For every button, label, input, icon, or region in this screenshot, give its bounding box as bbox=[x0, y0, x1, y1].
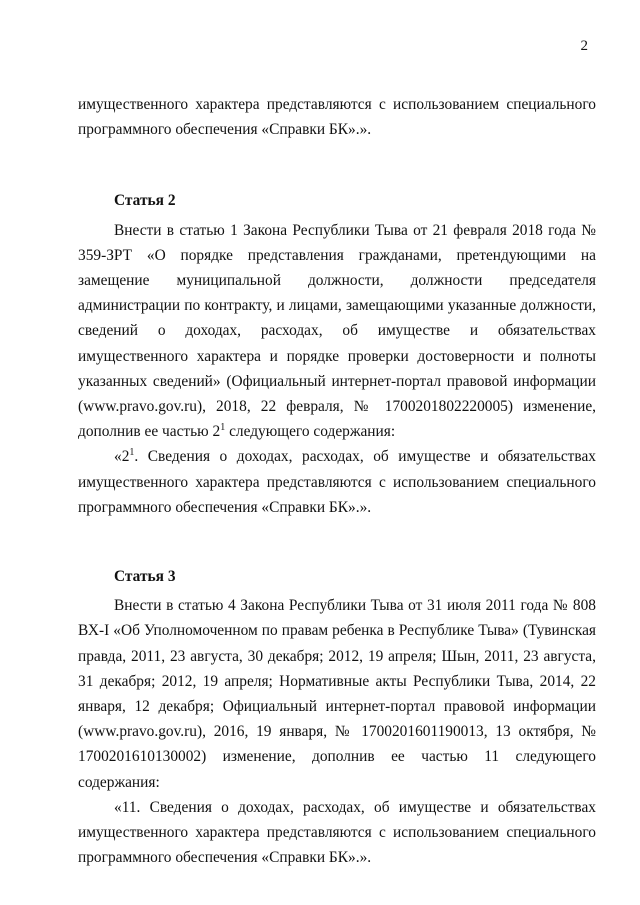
article-2-quote bbox=[78, 444, 596, 520]
article-2-body-tail: следующего содержания: bbox=[225, 423, 396, 441]
article-3-heading: Статья 3 bbox=[114, 568, 176, 586]
article-2-body bbox=[78, 218, 596, 445]
article-2-body-text: Внести в статью 1 Закона Республики Тыва от 21 февраля 2018 года № 359-ЗРТ «О порядке представления гражданами, претендующими на замещение муниципальной должности, должности председателя администрации по контракту, и лицами, замещающими указанные должности, сведений о доходах, расходах, об имуществе и обязательствах имущественного характера и порядке проверки достоверности и полноты указанных сведений» (Официальный интернет-портал правовой информации (www.pravo.gov.ru), 2018, 22 февраля, № 1700201802220005) изменение, дополнив ее частью 2 bbox=[78, 221, 596, 441]
article-2-body-superscript: 1 bbox=[220, 422, 226, 434]
article-2-quote-superscript: 1 bbox=[129, 447, 135, 459]
article-2-quote-text: . Сведения о доходах, расходах, об имуществе и обязательствах имущественного характера представляются с использованием специального программного обеспечения «Справки БК».». bbox=[78, 448, 596, 516]
article-3-body: Внести в статью 4 Закона Республики Тыва от 31 июля 2011 года № 808 ВХ-I «Об Уполномоченном по правам ребенка в Республике Тыва» (Тувинская правда, 2011, 23 августа, 30 декабря; 2012, 19 апреля; Шын, 2011, 23 августа, 31 декабря; 2012, 19 апреля; Нормативные акты Республики Тыва, 2014, 22 января, 12 декабря; Официальный интернет-портал правовой информации (www.pravo.gov.ru), 2016, 19 января, № 1700201601190013, 13 октября, № 1700201610130002) изменение, дополнив ее частью 11 следующего содержания: bbox=[78, 597, 596, 791]
article-3 bbox=[78, 564, 596, 870]
article-2 bbox=[78, 188, 596, 520]
article-2-quote-prefix: «2 bbox=[114, 448, 130, 466]
document-body bbox=[78, 92, 596, 870]
page-number: 2 bbox=[580, 38, 588, 54]
article-3-quote: «11. Сведения о доходах, расходах, об имуществе и обязательствах имущественного характера представляются с использованием специального программного обеспечения «Справки БК».». bbox=[78, 798, 596, 867]
intro-paragraph: имущественного характера представляются с использованием специального программного обеспечения «Справки БК».». bbox=[78, 96, 596, 139]
article-2-heading: Статья 2 bbox=[114, 192, 176, 210]
